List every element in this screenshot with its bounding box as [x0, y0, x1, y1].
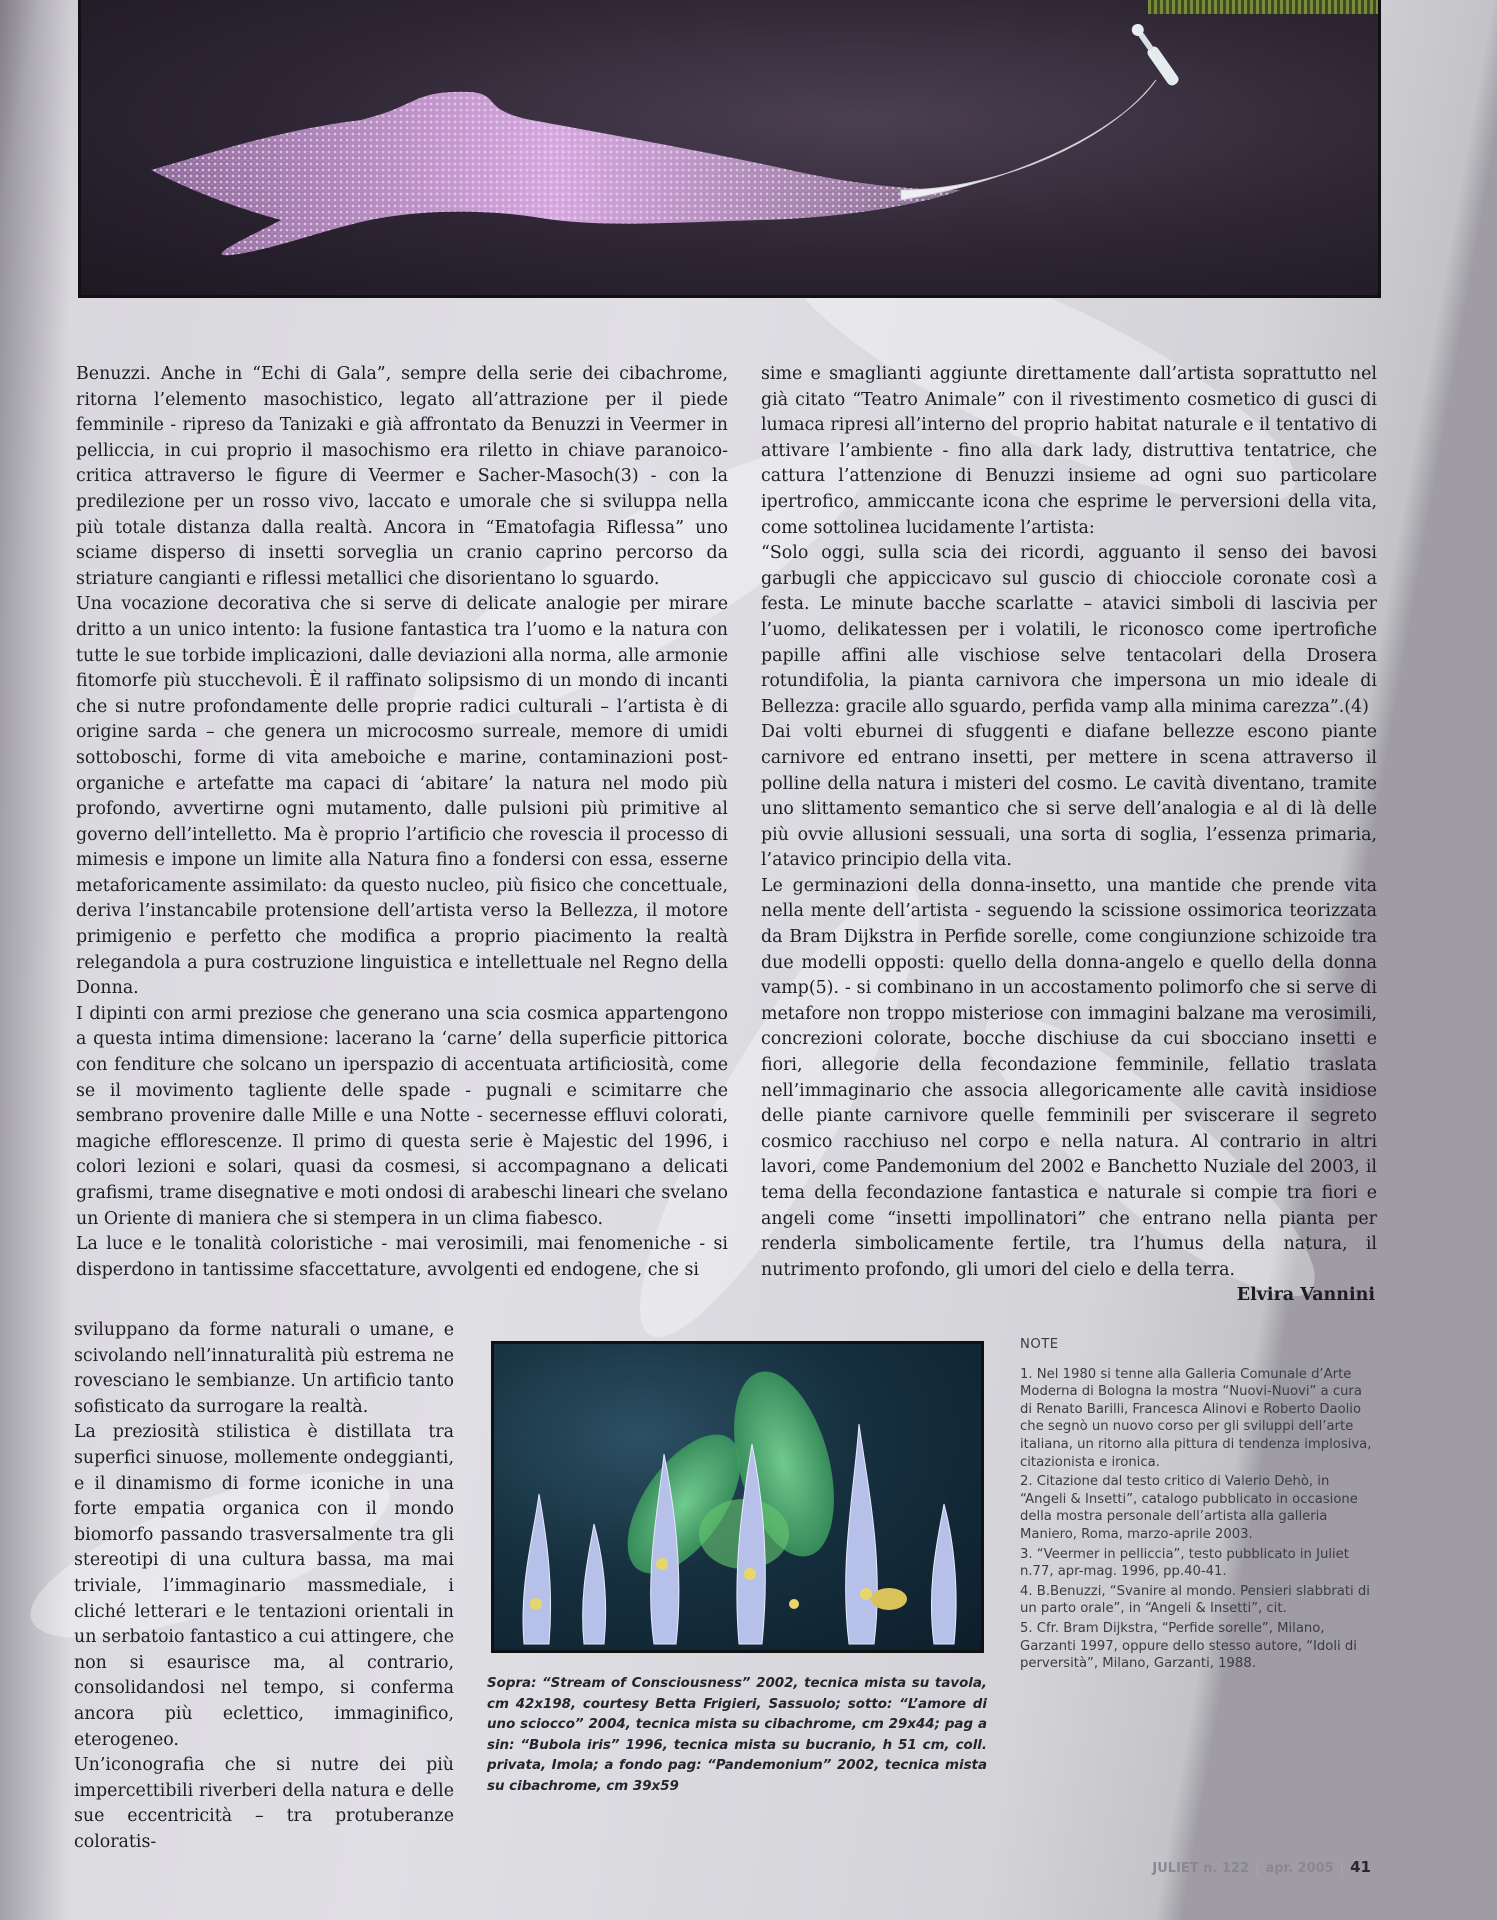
article-paragraph: La luce e le tonalità coloristiche - mai verosimili, mai fenomeniche - si disperdono in tantissime sfaccettature, avvolgenti ed endogene, che si	[76, 1234, 728, 1280]
cosmic-trail-texture	[151, 92, 961, 255]
flowers-illustration	[494, 1344, 981, 1650]
article-paragraph: sviluppano da forme naturali o umane, e scivolando nell’innaturalità più estrema ne rovesciano le sembianze. Un artificio tanto sofisticato da surrogare la realtà.	[74, 1320, 454, 1417]
note-item: 5. Cfr. Bram Dijkstra, “Perfide sorelle”, Milano, Garzanti 1997, oppure dello stesso autore, “Idoli di perversità”, Milano, Garzanti, 1988.	[1020, 1620, 1357, 1672]
issue-date: apr. 2005	[1265, 1861, 1334, 1876]
footer-separator: |	[1339, 1861, 1345, 1876]
article-column-right	[761, 362, 1377, 1283]
note-item: 3. “Veermer in pelliccia”, testo pubblicato in Juliet n.77, apr-mag. 1996, pp.40-41.	[1020, 1546, 1349, 1580]
article-paragraph: sime e smaglianti aggiunte direttamente dall’artista soprattutto nel già citato “Teatro Animale” con il rivestimento cosmetico di gusci di lumaca ripresi all’interno del proprio habitat naturale e il tentativo di attivare l’ambiente - fino alla dark lady, distruttiva tentatrice, che cattura l’attenzione di Benuzzi insieme ad ogni suo particolare ipertrofico, ammiccante icona che esprime le perversioni della vita, come sottolinea lucidamente l’artista:	[761, 364, 1377, 538]
note-item: 2. Citazione dal testo critico di Valerio Dehò, in “Angeli & Insetti”, catalogo pubblicato in occasione della mostra personale dell’artista alla galleria Maniero, Roma, marzo-aprile 2003.	[1020, 1474, 1358, 1542]
notes-section	[1020, 1336, 1376, 1675]
article-paragraph: Un’iconografia che si nutre dei più impercettibili riverberi della natura e delle sue eccentricità – tra protuberanze coloratis-	[74, 1755, 454, 1852]
article-column-narrow	[74, 1318, 454, 1855]
bottom-artwork-lamore-di-uno-sciocco	[491, 1341, 984, 1653]
image-caption: Sopra: “Stream of Consciousness” 2002, tecnica mista su tavola, cm 42x198, courtesy Betta Frigieri, Sassuolo; sotto: “L’amore di uno sciocco” 2004, tecnica mista su cibachrome, cm 29x44; pag a sin: “Bubola iris” 1996, tecnica mista su bucranio, h 51 cm, coll. privata, Imola; a fondo pag: “Pandemonium” 2002, tecnica mista su cibachrome, cm 39x59	[487, 1676, 987, 1794]
top-artwork-stream-of-consciousness	[78, 0, 1381, 298]
article-paragraph: La preziosità stilistica è distillata tra superfici sinuose, mollemente ondeggianti, e il dinamismo di forme iconiche in una forte empatia organica con il mondo biomorfo passando trasversalmente tra gli stereotipi di una cultura bassa, ma mai triviale, l’immaginario massmediale, i cliché letterari e le tentazioni orientali in un serbatoio fantastico a cui attingere, che non si esaurisce ma, al contrario, consolidandosi nel tempo, si conferma ancora più eclettico, immaginifico, eterogeneo.	[74, 1422, 454, 1750]
scimitar-hilt	[1129, 22, 1180, 88]
article-paragraph: Benuzzi. Anche in “Echi di Gala”, sempre della serie dei cibachrome, ritorna l’elemento masochistico, legato all’attrazione per il piede femminile - ripreso da Tanizaki e già affrontato da Benuzzi in Veermer in pelliccia, in cui proprio il masochismo era riletto in chiave paranoico-critica attraverso le figure di Veermer e Sacher-Masoch(3) - con la predilezione per un rosso vivo, laccato e umorale che si sviluppa nella più totale distanza dalla realtà. Ancora in “Ematofagia Riflessa” uno sciame disperso di insetti sorveglia un cranio caprino percorso da striature cangianti e riflessi metallici che disorientano lo sguardo.	[76, 364, 728, 589]
article-quote: “Solo oggi, sulla scia dei ricordi, agguanto il senso dei bavosi garbugli che appiccicavo sul guscio di chiocciole coronate così a festa. Le minute bacche scarlatte – atavici simboli di lascivia per l’uomo, delikatessen per i volatili, le riconosco come ipertrofiche papille affini alle vischiose selve tentacolari della Drosera rotundifolia, la pianta carnivora che impersona un mio ideale di Bellezza: gracile allo sguardo, perfida vamp alla minima carezza”.(4)	[761, 543, 1377, 717]
scimitar-trail-illustration	[81, 0, 1381, 298]
notes-heading: NOTE	[1020, 1337, 1059, 1352]
note-item: 1. Nel 1980 si tenne alla Galleria Comunale d’Arte Moderna di Bologna la mostra “Nuovi-Nuovi” a cura di Renato Barilli, Francesca Alinovi e Roberto Daolio che segnò un nuovo corso per gli sviluppi dell’arte italiana, un ritorno alla pittura di tendenza implosiva, citazionista e ironica.	[1020, 1366, 1372, 1470]
small-bird	[871, 1588, 907, 1610]
article-paragraph: Dai volti eburnei di sfuggenti e diafane bellezze escono piante carnivore ed entrano insetti, per mettere in scena attraverso il polline della natura i misteri del cosmo. Le cavità diventano, tramite uno slittamento semantico che si serve dell’analogia e al di là delle più ovvie allusioni sessuali, una sorta di soglia, l’essenza primaria, l’atavico principio della vita.	[761, 722, 1377, 871]
magazine-issue: JULIET n. 122	[1152, 1861, 1250, 1876]
article-paragraph: I dipinti con armi preziose che generano una scia cosmica appartengono a questa intima dimensione: lacerano la ‘carne’ della superficie pittorica con fenditure che solcano un iperspazio di accentuata artificiosità, come se il movimento tagliente delle spade - pugnali e scimitarre che sembrano provenire dalle Mille e una Notte - secernesse effluvi colorati, magiche efflorescenze. Il primo di questa serie è Majestic del 1996, i colori lezioni e solari, quasi da cosmesi, si accompagnano a delicati grafismi, trame disegnative e moti ondosi di arabeschi lineari che svelano un Oriente di maniera che si stempera in un clima fiabesco.	[76, 1003, 728, 1229]
article-column-left	[76, 362, 728, 1283]
grass-strip	[1148, 0, 1378, 14]
footer-separator: |	[1255, 1861, 1260, 1876]
note-item: 4. B.Benuzzi, “Svanire al mondo. Pensieri slabbrati di un parto orale”, in “Angeli & Insetti”, cit.	[1020, 1583, 1370, 1617]
article-paragraph: Le germinazioni della donna-insetto, una mantide che prende vita nella mente dell’artista - seguendo la scissione ossimorica teorizzata da Bram Dijkstra in Perfide sorelle, come congiunzione schizoide tra due modelli opposti: quello della donna-angelo e quello della donna vamp(5). - si combinano in un accostamento polimorfo che si serve di metafore non troppo misteriose con immagini balzane ma verosimili, concrezioni colorate, bocche dischiuse da cui sbocciano insetti e fiori, allegorie della fecondazione femminile, fellatio traslata nell’immaginario che associa allegoricamente alle cavità insidiose delle piante carnivore quelle femminili per sviscerare il segreto cosmico racchiuso nel corpo e nella natura. Al contrario in altri lavori, come Pandemonium del 2002 e Banchetto Nuziale del 2003, il tema della fecondazione fantastica e naturale si compie tra fiori e angeli come “insetti impollinatori” che entrano nella pianta per renderla simbolicamente fertile, tra l’humus della natura, il nutrimento profondo, gli umori del cielo e della terra.	[761, 875, 1377, 1280]
page-footer	[1152, 1858, 1371, 1876]
article-paragraph: Una vocazione decorativa che si serve di delicate analogie per mirare dritto a un unico intento: la fusione fantastica tra l’uomo e la natura con tutte le sue torbide implicazioni, dalle deviazioni alla norma, alle armonie fitomorfe più stucchevoli. È il raffinato solipsismo di un mondo di incanti che si nutre profondamente delle proprie radici culturali – l’artista è di origine sarda – che genera un microcosmo surreale, memore di umidi sottoboschi, forme di vita ameboiche e marine, contaminazioni post-organiche e artefatte ma capaci di ‘abitare’ la natura nel modo più profondo, avvertirne ogni mutamento, dalle pulsioni più primitive al governo dell’intelletto. Ma è proprio l’artificio che rovescia il processo di mimesis e impone un limite alla Natura fino a fondersi con essa, esserne metaforicamente assimilato: da questo nucleo, più fisico che concettuale, deriva l’instancabile protensione dell’artista verso la Bellezza, il motore primigenio e perfetto che modifica a proprio piacimento la realtà relegandola a pura costruzione linguistica e intellettuale nel Regno della Donna.	[76, 594, 728, 999]
scimitar-blade	[901, 80, 1156, 200]
page-number: 41	[1350, 1858, 1371, 1876]
yellow-blossoms	[530, 1558, 872, 1610]
author-signature: Elvira Vannini	[1236, 1285, 1375, 1305]
